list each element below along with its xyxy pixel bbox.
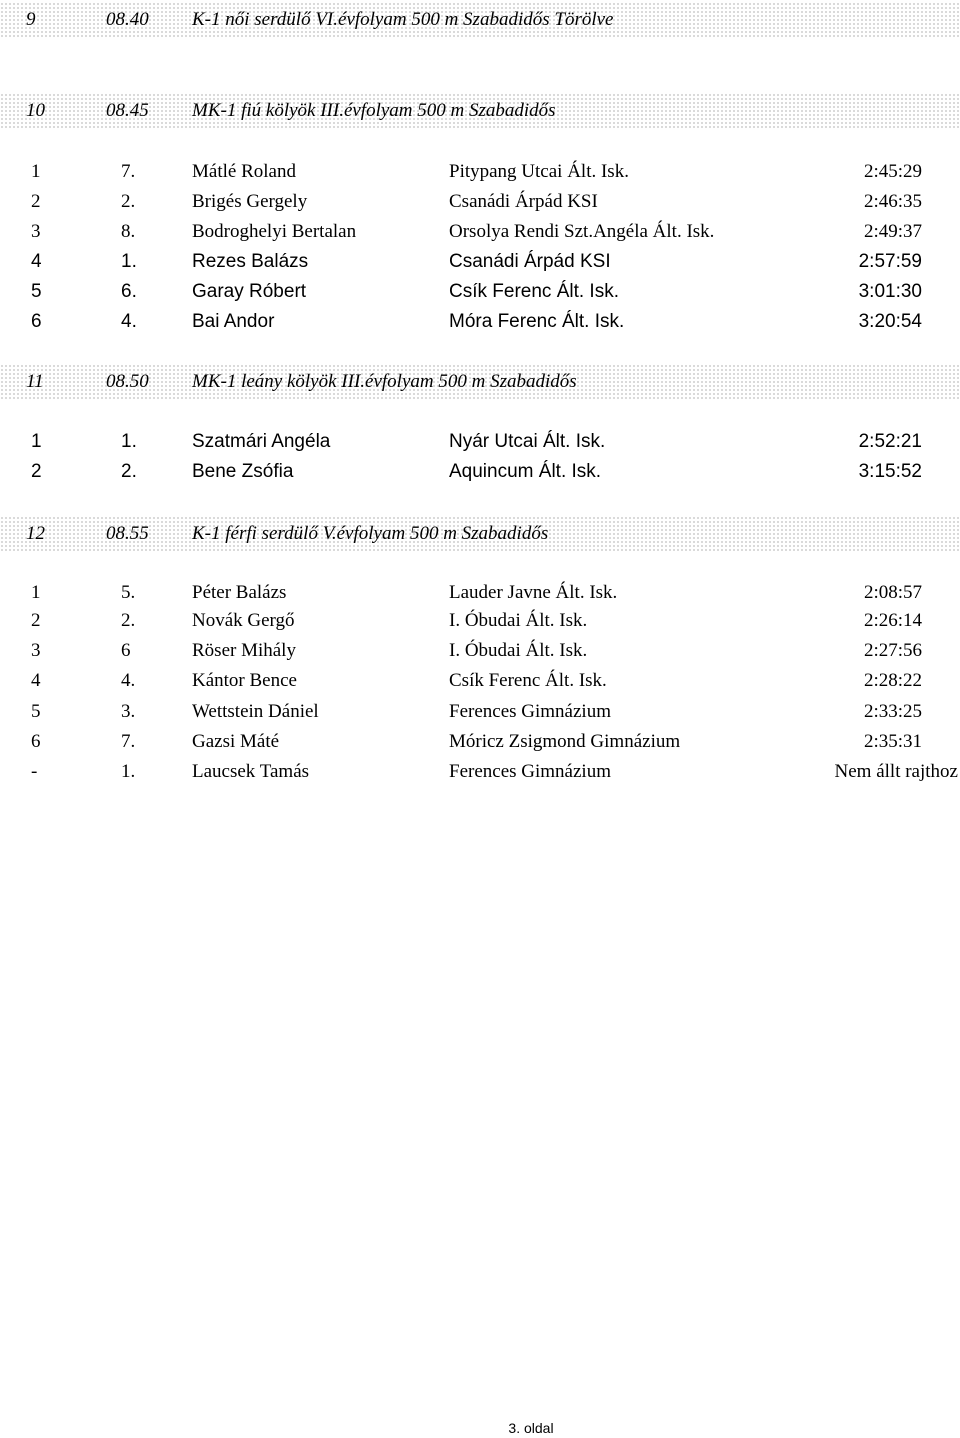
start-number: 7. <box>121 161 136 182</box>
start-number: 2. <box>121 610 136 631</box>
start-number: 4. <box>121 670 136 691</box>
club-name: I. Óbudai Ált. Isk. <box>449 610 588 631</box>
competitor-name: Röser Mihály <box>192 640 296 661</box>
club-name: Csanádi Árpád KSI <box>449 251 611 272</box>
start-number: 6 <box>121 640 131 661</box>
result-time: 3:01:30 <box>858 281 922 302</box>
result-time: 2:08:57 <box>863 582 922 603</box>
start-number: 8. <box>121 221 136 242</box>
club-name: Ferences Gimnázium <box>449 701 611 722</box>
event-title: K-1 férfi serdülő V.évfolyam 500 m Szabadidős <box>192 523 549 544</box>
club-name: Ferences Gimnázium <box>449 761 611 782</box>
place: 2 <box>31 610 41 631</box>
event-number: 9 <box>26 9 36 30</box>
start-number: 5. <box>121 582 136 603</box>
result-time: 3:15:52 <box>858 461 922 482</box>
event-title: MK-1 fiú kölyök III.évfolyam 500 m Szabadidős <box>192 100 556 121</box>
result-time: 2:57:59 <box>858 251 922 272</box>
result-row <box>0 307 960 337</box>
start-number: 6. <box>121 281 137 302</box>
result-row <box>0 247 960 277</box>
club-name: Nyár Utcai Ált. Isk. <box>449 431 606 452</box>
competitor-name: Gazsi Máté <box>192 731 280 752</box>
result-row <box>0 578 960 608</box>
start-number: 2. <box>121 461 137 482</box>
place: 1 <box>31 582 41 603</box>
event-time: 08.45 <box>106 100 149 121</box>
place: 5 <box>31 701 41 722</box>
result-time: 3:20:54 <box>858 311 922 332</box>
result-row <box>0 277 960 307</box>
competitor-name: Mátlé Roland <box>192 161 296 182</box>
result-row <box>0 757 960 787</box>
result-time: 2:46:35 <box>863 191 922 212</box>
page-footer <box>0 1420 960 1436</box>
club-name: Orsolya Rendi Szt.Angéla Ált. Isk. <box>449 221 715 242</box>
competitor-name: Brigés Gergely <box>192 191 308 212</box>
result-time: 2:35:31 <box>863 731 922 752</box>
start-number: 1. <box>121 431 137 452</box>
competitor-name: Bodroghelyi Bertalan <box>192 221 357 242</box>
competitor-name: Laucsek Tamás <box>192 761 310 782</box>
competitor-name: Szatmári Angéla <box>192 431 331 452</box>
place: 4 <box>31 670 41 691</box>
start-number: 1. <box>121 761 136 782</box>
place: 6 <box>31 311 42 332</box>
start-number: 2. <box>121 191 136 212</box>
result-row <box>0 427 960 457</box>
page-number: 3. oldal <box>508 1420 554 1436</box>
place: - <box>31 761 38 782</box>
start-number: 1. <box>121 251 137 272</box>
start-number: 3. <box>121 701 136 722</box>
competitor-name: Bene Zsófia <box>192 461 294 482</box>
competitor-name: Bai Andor <box>192 311 275 332</box>
event-header-9 <box>0 2 960 38</box>
event-time: 08.50 <box>106 371 149 392</box>
result-time: 2:52:21 <box>858 431 922 452</box>
result-time: 2:33:25 <box>863 701 922 722</box>
event-header-12 <box>0 516 960 552</box>
club-name: I. Óbudai Ált. Isk. <box>449 640 588 661</box>
club-name: Csík Ferenc Ált. Isk. <box>449 281 619 302</box>
competitor-name: Novák Gergő <box>192 610 295 631</box>
result-row <box>0 217 960 247</box>
event-number: 10 <box>26 100 45 121</box>
competitor-name: Péter Balázs <box>192 582 287 603</box>
place: 3 <box>31 640 41 661</box>
result-row <box>0 457 960 487</box>
result-time: 2:26:14 <box>863 610 922 631</box>
competitor-name: Kántor Bence <box>192 670 297 691</box>
place: 2 <box>31 461 42 482</box>
result-time: 2:28:22 <box>863 670 922 691</box>
result-row <box>0 187 960 217</box>
event-time: 08.55 <box>106 523 149 544</box>
competitor-name: Garay Róbert <box>192 281 307 302</box>
club-name: Pitypang Utcai Ált. Isk. <box>449 161 629 182</box>
event-time: 08.40 <box>106 9 149 30</box>
result-status: Nem állt rajthoz <box>834 761 958 782</box>
place: 5 <box>31 281 42 302</box>
event-title: K-1 női serdülő VI.évfolyam 500 m Szabadidős Törölve <box>192 9 614 30</box>
event-number: 11 <box>26 371 44 392</box>
result-row <box>0 636 960 666</box>
place: 6 <box>31 731 41 752</box>
event-header-11 <box>0 364 960 400</box>
club-name: Lauder Javne Ált. Isk. <box>449 582 618 603</box>
result-row <box>0 157 960 187</box>
club-name: Móricz Zsigmond Gimnázium <box>449 731 681 752</box>
result-time: 2:27:56 <box>863 640 922 661</box>
place: 3 <box>31 221 41 242</box>
event-header-10 <box>0 93 960 129</box>
result-row <box>0 606 960 636</box>
start-number: 4. <box>121 311 137 332</box>
result-row <box>0 666 960 696</box>
result-row <box>0 697 960 727</box>
club-name: Csanádi Árpád KSI <box>449 191 598 212</box>
event-number: 12 <box>26 523 45 544</box>
place: 1 <box>31 161 41 182</box>
start-number: 7. <box>121 731 136 752</box>
competitor-name: Rezes Balázs <box>192 251 309 272</box>
result-row <box>0 727 960 757</box>
place: 2 <box>31 191 41 212</box>
club-name: Móra Ferenc Ált. Isk. <box>449 311 625 332</box>
place: 4 <box>31 251 42 272</box>
club-name: Csík Ferenc Ált. Isk. <box>449 670 607 691</box>
place: 1 <box>31 431 42 452</box>
result-time: 2:49:37 <box>863 221 922 242</box>
result-time: 2:45:29 <box>863 161 922 182</box>
event-title: MK-1 leány kölyök III.évfolyam 500 m Szabadidős <box>192 371 577 392</box>
club-name: Aquincum Ált. Isk. <box>449 461 602 482</box>
competitor-name: Wettstein Dániel <box>192 701 319 722</box>
